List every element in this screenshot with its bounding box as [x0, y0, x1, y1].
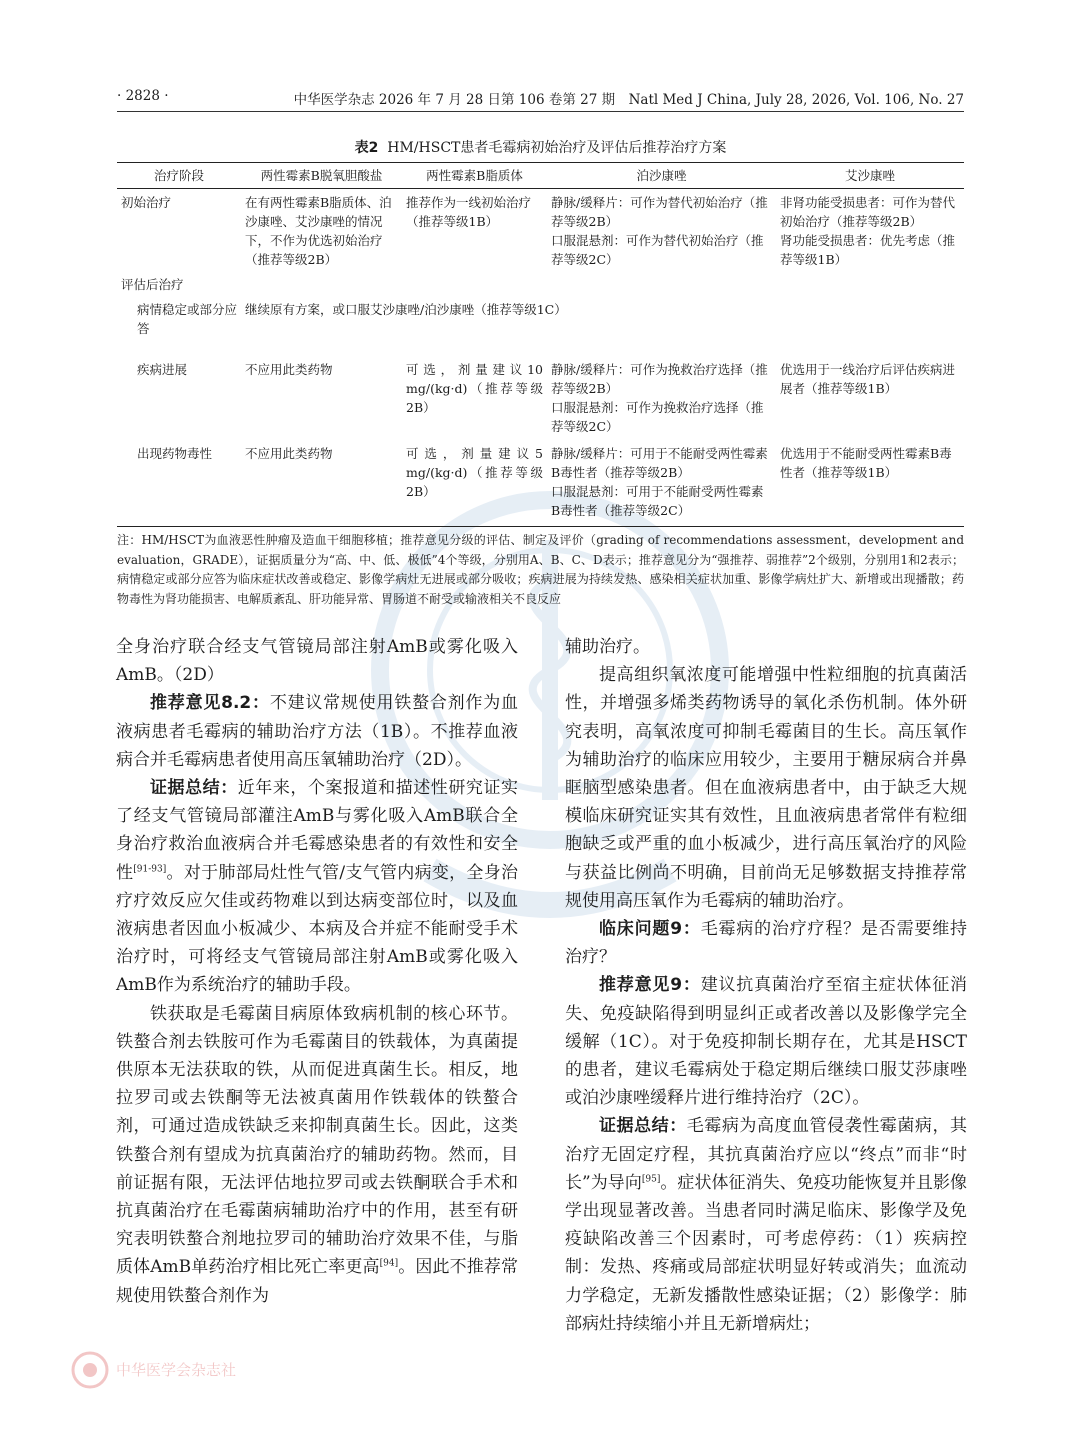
clinical-question-9: [565, 915, 967, 971]
cell-line: 口服混悬剂：可作为替代初始治疗（推荐等级2C）: [551, 233, 764, 267]
cell-line: 非肾功能受损患者：可作为替代初始治疗（推荐等级2B）: [780, 195, 956, 229]
table-cell: 疾病进展: [137, 362, 188, 377]
paragraph: 全身治疗联合经支气管镜局部注射AmB或雾化吸入AmB。（2D）: [116, 637, 518, 686]
table-cell: 优选用于不能耐受两性霉素B毒性者（推荐等级1B）: [776, 444, 964, 527]
body-text: 。因此不推荐常规使用铁螯合剂作为: [116, 1257, 518, 1306]
body-text: 铁获取是毛霉菌目病原体致病机制的核心环节。铁螯合剂去铁胺可作为毛霉菌目的铁载体，为真菌提供原本无法获取的铁，从而促进真菌生长。相反，地拉罗司或去铁酮等无法被真菌用作铁载体的铁螯合剂，可通过造成铁缺乏来抑制真菌生长。因此，这类铁螯合剂有望成为抗真菌治疗的辅助药物。然而，目前证据有限，无法评估地拉罗司或去铁酮联合手术和抗真菌治疗在毛霉菌病辅助治疗中的作用，甚至有研究表明铁螯合剂地拉罗司的辅助治疗效果不佳，与脂质体AmB单药治疗相比死亡率更高: [116, 1003, 518, 1278]
table-row-post-eval: [117, 275, 964, 294]
publisher-name: 中华医学会杂志社: [116, 1361, 237, 1379]
page-header: [117, 88, 964, 110]
cell-line: 肾功能受损患者：优先考虑（推荐等级1B）: [780, 233, 956, 267]
cell-line: 静脉/缓释片：可作为挽救治疗选择（推荐等级2B）: [551, 362, 768, 396]
table-label: 表2: [354, 140, 379, 156]
recommendation-text: 建议抗真菌治疗至宿主症状体征消失、免疫缺陷得到明显纠正或者改善以及影像学完全缓解（1C）。对于免疫抑制长期存在，尤其是HSCT的患者，建议毛霉病处于稳定期后继续口服艾莎康唑或泊沙康唑缓释片进行维持治疗（2C）。: [565, 975, 967, 1109]
cell-line: 静脉/缓释片：可作为替代初始治疗（推荐等级2B）: [551, 195, 768, 229]
table-cell: 在有两性霉素B脂质体、泊沙康唑、艾沙康唑的情况下，不作为优选初始治疗（推荐等级2B）: [245, 195, 392, 267]
evidence-text: 。症状体征消失、免疫功能恢复并且影像学出现显著改善。当患者同时满足临床、影像学及免疫缺陷改善三个因素时，可考虑停药：（1）疾病控制：发热、疼痛或局部症状明显好转或消失；血流动力学稳定，无新发播散性感染证据；（2）影像学：肺部病灶持续缩小并且无新增病灶；: [565, 1172, 967, 1334]
cell-line: 静脉/缓释片：可用于不能耐受两性霉素B毒性者（推荐等级2B）: [551, 446, 768, 480]
evidence-summary: [565, 1112, 967, 1338]
table-cell: [547, 444, 776, 527]
table-cell: [547, 189, 776, 270]
evidence-summary: [116, 774, 518, 1000]
evidence-label: 证据总结：: [150, 778, 238, 799]
evidence-text: 近年来，个案报道和描述性研究证实了经支气管镜局部灌注AmB与雾化吸入AmB联合全身治疗救治血液病合并毛霉感染患者的有效性和安全性: [116, 778, 518, 883]
table-cell: 初始治疗: [121, 195, 172, 210]
cell-line: 口服混悬剂：可作为挽救治疗选择（推荐等级2C）: [551, 400, 764, 434]
table-cell: 推荐作为一线初始治疗（推荐等级1B）: [406, 195, 532, 229]
table-cell: 优选用于一线治疗后评估疾病进展者（推荐等级1B）: [780, 362, 956, 396]
table-caption: HM/HSCT患者毛霉病初始治疗及评估后推荐治疗方案: [387, 140, 727, 156]
treatment-table: [117, 162, 964, 527]
cell-line: 口服混悬剂：可用于不能耐受两性霉素B毒性者（推荐等级2C）: [551, 484, 764, 518]
citation-ref: [94]: [379, 1258, 399, 1269]
evidence-text: 。对于肺部局灶性气管/支气管内病变，全身治疗疗效反应欠佳或药物难以到达病变部位时，以及血液病患者因血小板减少、本病及合并症不能耐受手术治疗时，可将经支气管镜局部注射AmB或雾化吸入AmB作为系统治疗的辅助手段。: [116, 862, 519, 996]
paragraph: 提高组织氧浓度可能增强中性粒细胞的抗真菌活性，并增强多烯类药物诱导的氧化杀伤机制。体外研究表明，高氧浓度可抑制毛霉菌目的生长。高压氧作为辅助治疗的临床应用较少，主要用于糖尿病合并鼻眶脑型感染患者。但在血液病患者中，由于缺乏大规模临床研究证实其有效性，且血液病患者常伴有粒细胞缺乏或严重的血小板减少，进行高压氧治疗的风险与获益比例尚不明确，目前尚无足够数据支持推荐常规使用高压氧作为毛霉病的辅助治疗。: [565, 665, 967, 911]
citation-ref: [95]: [641, 1174, 661, 1185]
table-cell: [547, 360, 776, 436]
col-header: 两性霉素B脱氧胆酸盐: [241, 163, 402, 189]
table-header-row: [117, 163, 964, 189]
table-cell: 可选，剂量建议5 mg/(kg·d)（推荐等级2B）: [402, 444, 547, 527]
col-header: 两性霉素B脂质体: [402, 163, 547, 189]
recommendation-8-2: [116, 689, 518, 774]
table-footnote: 注：HM/HSCT为血液恶性肿瘤及造血干细胞移植；推荐意见分级的评估、制定及评价（grading of recommendations assessment，development and evaluation，GRADE），证据质量分为“高、中、低、极低”4个等级，分别用A、B、C、D表示；推荐意见分为“强推荐、弱推荐”2个级别，分别用1和2表示；病情稳定或部分应答为临床症状改善或稳定、影像学病灶无进展或部分吸收；疾病进展为持续发热、感染相关症状加重、影像学病灶扩大、新增或出现播散；药物毒性为肾功能损害、电解质紊乱、肝功能异常、胃肠道不耐受或输液相关不良反应: [117, 533, 964, 606]
col-header: 治疗阶段: [117, 163, 241, 189]
table-cell: 继续原有方案，或口服艾沙康唑/泊沙康唑（推荐等级1C）: [245, 302, 567, 317]
table-row-stable: [117, 300, 964, 338]
table-title: [117, 137, 964, 157]
table-cell: 评估后治疗: [121, 277, 184, 292]
recommendation-9: [565, 971, 967, 1112]
table-row-initial: [117, 189, 964, 270]
table-cell: 不应用此类药物: [241, 444, 402, 527]
journal-citation: 中华医学杂志 2026 年 7 月 28 日第 106 卷第 27 期 Natl Med J China, July 28, 2026, Vol. 106, No. 27: [293, 92, 964, 108]
col-header: 艾沙康唑: [776, 163, 964, 189]
header-rule: [117, 111, 964, 112]
col-header: 泊沙康唑: [547, 163, 776, 189]
citation-ref: [91-93]: [133, 863, 167, 874]
right-text-column: [565, 633, 967, 1338]
question-text: 毛霉病的治疗疗程？是否需要维持治疗？: [565, 919, 967, 968]
table-row-toxicity: [117, 444, 964, 527]
page-number: · 2828 ·: [117, 88, 169, 104]
recommendation-text: 不建议常规使用铁螯合剂作为血液病患者毛霉病的辅助治疗方法（1B）。不推荐血液病合并毛霉病患者使用高压氧辅助治疗（2D）。: [116, 693, 518, 770]
paragraph: 辅助治疗。: [565, 637, 650, 657]
evidence-label: 证据总结：: [599, 1116, 687, 1137]
table-cell: 可选，剂量建议10 mg/(kg·d)（推荐等级2B）: [406, 362, 543, 415]
evidence-text: 毛霉病为高度血管侵袭性霉菌病，其治疗无固定疗程，其抗真菌治疗应以“终点”而非“时长”为导向: [565, 1116, 967, 1193]
publisher-logo-icon: [70, 1350, 110, 1390]
publisher-watermark: [70, 1350, 490, 1390]
left-text-column: [116, 633, 518, 1310]
table-cell: 出现药物毒性: [117, 444, 241, 527]
recommendation-label: 推荐意见8.2：: [150, 693, 270, 714]
paragraph: [116, 1000, 518, 1310]
table-cell: 病情稳定或部分应答: [137, 302, 238, 336]
table-cell: [776, 189, 964, 270]
question-label: 临床问题9：: [599, 919, 701, 940]
table-cell: 不应用此类药物: [245, 362, 333, 377]
recommendation-label: 推荐意见9：: [599, 975, 701, 996]
table-row-progression: [117, 360, 964, 436]
